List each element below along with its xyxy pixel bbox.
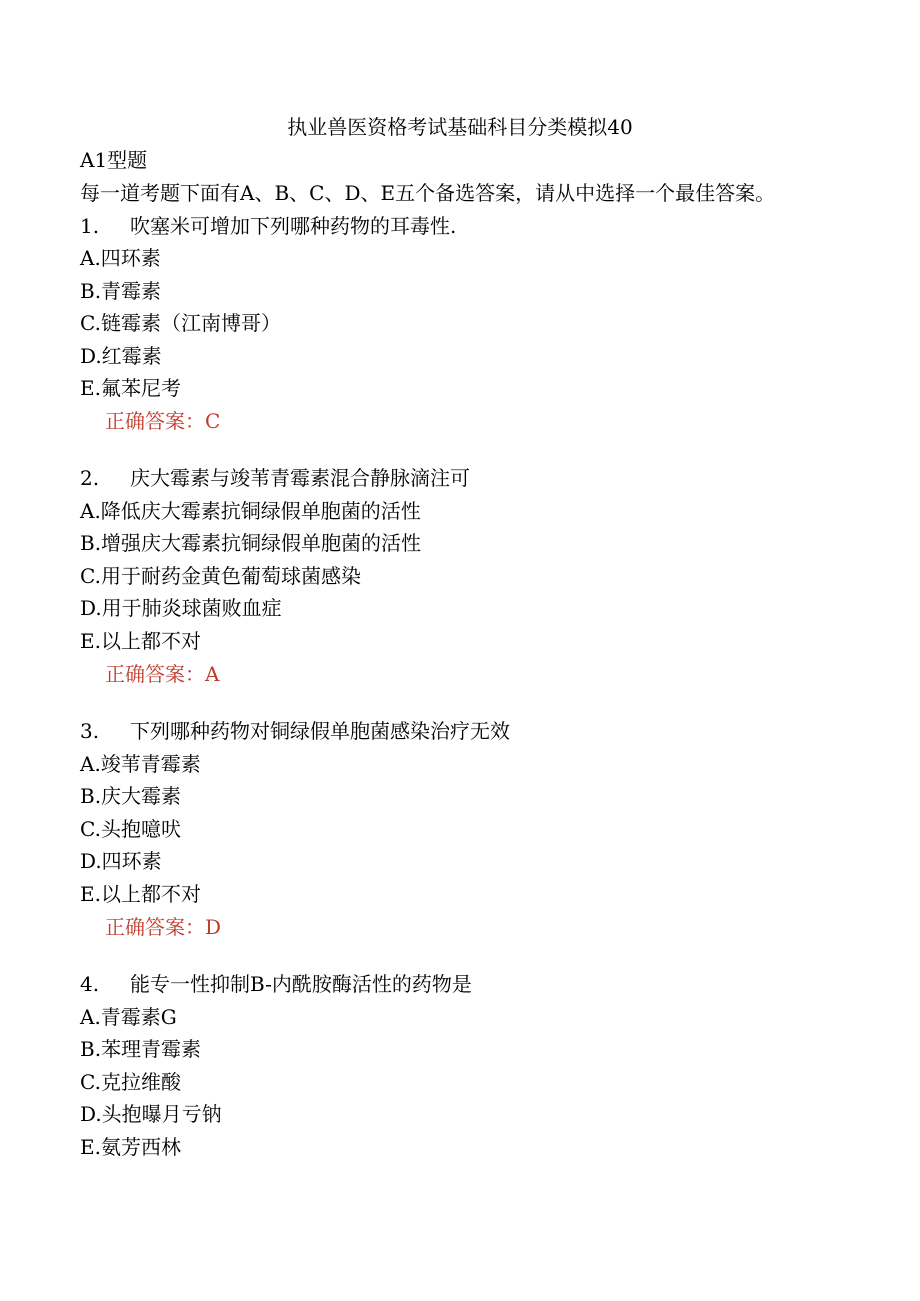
question-stem [80,969,472,999]
option-item: C.克拉维酸 [80,1070,181,1094]
option-item: B.庆大霉素 [80,784,182,808]
question-number: 2. [80,466,100,490]
option-item: C.头抱噫吠 [80,817,181,841]
option-item: D.红霉素 [80,344,162,368]
question-stem [80,211,456,241]
option-item: D.用于肺炎球菌败血症 [80,596,282,620]
option-item: A.降低庆大霉素抗铜绿假单胞菌的活性 [80,499,421,523]
answer-label: 正确答案： [105,409,205,433]
question-stem [80,716,510,746]
option-item: A.竣苇青霉素 [80,752,201,776]
question-text: 庆大霉素与竣苇青霉素混合静脉滴注可 [130,466,470,490]
option-item: B.青霉素 [80,279,162,303]
option-item: B.苯理青霉素 [80,1037,202,1061]
question-text: 能专一性抑制B-内酰胺酶活性的药物是 [130,972,472,996]
question-text: 吹塞米可增加下列哪种药物的耳毒性. [130,214,457,238]
option-item: D.四环素 [80,849,162,873]
correct-answer [105,406,220,436]
question-number: 1. [80,214,100,238]
option-item: D.头抱曝月亏钠 [80,1102,222,1126]
option-item: C.用于耐药金黄色葡萄球菌感染 [80,564,361,588]
option-item: B.增强庆大霉素抗铜绿假单胞菌的活性 [80,531,422,555]
instruction-text: 每一道考题下面有A、B、C、D、E五个备选答案，请从中选择一个最佳答案。 [80,181,776,205]
question-number: 4. [80,972,100,996]
option-item: E.以上都不对 [80,882,201,906]
correct-answer [105,659,219,689]
option-item: A.青霉素G [80,1005,177,1029]
option-item: E.以上都不对 [80,629,201,653]
question-number: 3. [80,719,100,743]
answer-value: C [205,409,221,433]
option-item: A.四环素 [80,246,161,270]
question-stem [80,463,470,493]
section-heading: A1型题 [80,148,148,172]
answer-label: 正确答案： [105,915,205,939]
correct-answer [105,912,221,942]
answer-label: 正确答案： [105,662,205,686]
question-text: 下列哪种药物对铜绿假单胞菌感染治疗无效 [130,719,510,743]
option-item: E.氟苯尼考 [80,376,181,400]
page-title: 执业兽医资格考试基础科目分类模拟40 [287,115,633,139]
option-item: C.链霉素（江南博哥） [80,311,281,335]
option-item: E.氨芳西林 [80,1135,181,1159]
answer-value: D [205,915,222,939]
answer-value: A [205,662,220,686]
